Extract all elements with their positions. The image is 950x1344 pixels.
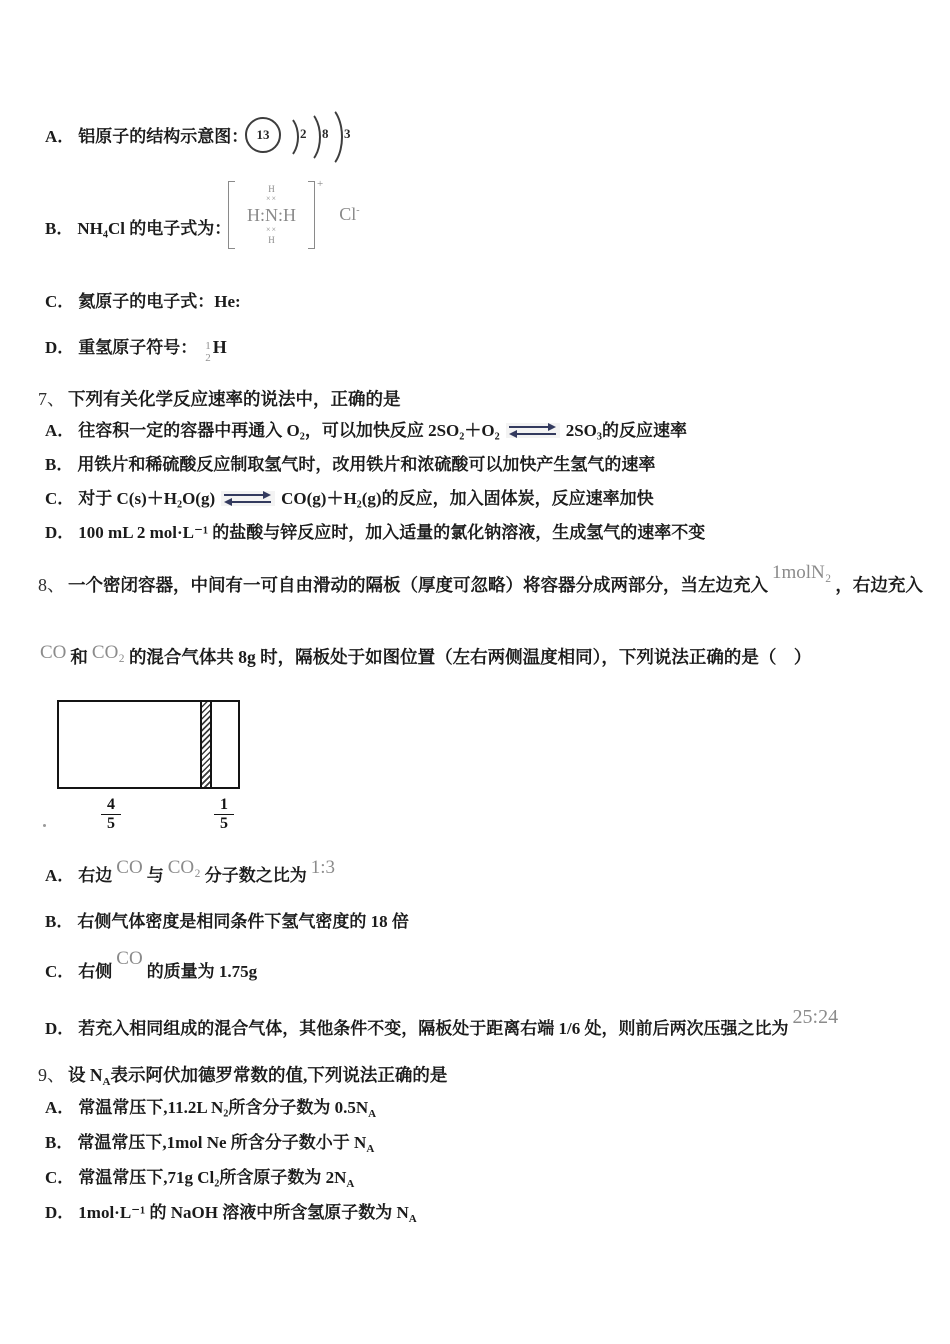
nucleus-circle: 13: [245, 117, 281, 153]
option-label: C．: [45, 1168, 75, 1187]
option-label: B．: [45, 219, 74, 238]
movable-partition-hatched: [200, 702, 212, 787]
avogadro-subscript: A: [346, 1178, 355, 1190]
equilibrium-arrow-icon: [221, 491, 275, 506]
electron-cross-pair: ××: [265, 225, 278, 235]
option-label: D．: [45, 523, 75, 542]
scan-artifact-dot: [43, 824, 46, 827]
option-label: C．: [45, 489, 75, 508]
q7-option-c: [45, 488, 654, 509]
q9-option-a: [45, 1097, 376, 1122]
co2-formula: CO₂: [167, 857, 201, 878]
co-formula: CO: [116, 948, 143, 969]
option-text: 2SO₃的反应速率: [565, 421, 687, 440]
option-text: 常温常压下,11.2L N₂所含分子数为 0.5N: [78, 1098, 369, 1117]
q7-option-b: [45, 454, 655, 475]
option-text: 铝原子的结构示意图：: [78, 127, 249, 146]
avogadro-subscript: A: [102, 1076, 111, 1088]
option-label: A．: [45, 421, 75, 440]
isotope-top-number: 1: [205, 340, 211, 352]
anion-charge: -: [356, 205, 360, 217]
bottom-hydrogen: H: [268, 234, 275, 245]
shell-electron-count: 8: [322, 126, 329, 141]
question-number: 9、: [38, 1065, 65, 1085]
option-text: 若充入相同组成的混合气体，其他条件不变，隔板处于距离右端 1/6 处，则前后两次压强之比为: [78, 1019, 789, 1038]
question-number: 8、: [38, 575, 65, 595]
question-8-stem-line2: [40, 642, 812, 670]
isotope-bottom-number: 2: [205, 351, 211, 364]
option-text: NH₄Cl 的电子式为：: [77, 219, 232, 238]
pressure-ratio-value: 25:24: [792, 1006, 839, 1028]
option-text: 右侧气体密度是相同条件下氢气密度的 18 倍: [77, 912, 409, 931]
option-label: C．: [45, 292, 75, 311]
nh4cl-electron-formula: [228, 178, 360, 249]
option-label: D．: [45, 1019, 75, 1038]
q8-option-c: [45, 948, 258, 984]
isotope-mass-numbers: [205, 341, 211, 364]
right-bracket: [308, 181, 315, 249]
n2-formula: 1molN₂: [772, 562, 832, 583]
q7-option-a: [45, 420, 687, 441]
stem-text: 一个密闭容器，中间有一可自由滑动的隔板（厚度可忽略）将容器分成两部分，当左边充入: [68, 575, 768, 595]
option-text: 用铁片和稀硫酸反应制取氢气时，改用铁片和浓硫酸可以加快产生氢气的速率: [77, 455, 656, 474]
fraction-denominator: 5: [214, 814, 234, 833]
stem-text: ，右边充入: [835, 575, 923, 595]
avogadro-subscript: A: [366, 1143, 375, 1155]
top-hydrogen: H: [268, 184, 275, 194]
option-label: B．: [45, 1133, 74, 1152]
equilibrium-arrow-icon: [506, 423, 560, 438]
question-7-stem: [38, 388, 401, 411]
fraction-numerator: 4: [107, 796, 115, 813]
option-text: 的质量为 1.75g: [146, 962, 258, 981]
option-label: A．: [45, 1098, 75, 1117]
option-text: 常温常压下,1mol Ne 所含分子数小于 N: [77, 1133, 367, 1152]
stem-text: 表示阿伏加德罗常数的值,下列说法正确的是: [110, 1065, 448, 1085]
right-volume-fraction: [214, 796, 234, 832]
co2-formula: CO₂: [91, 642, 125, 663]
option-text: 1mol·L⁻¹ 的 NaOH 溶液中所含氢原子数为 N: [78, 1203, 409, 1222]
h-n-h-row: H:N:H: [247, 204, 296, 225]
option-text: 右侧: [78, 962, 113, 981]
option-label: B．: [45, 912, 74, 931]
q7-option-d: [45, 522, 705, 543]
option-text: 100 mL 2 mol·L⁻¹ 的盐酸与锌反应时，加入适量的氯化钠溶液，生成氢气的速率不变: [78, 523, 706, 542]
option-label: A．: [45, 866, 75, 885]
question-number: 7、: [38, 389, 65, 409]
left-volume-fraction: [101, 796, 121, 832]
chloride-ion: [339, 204, 359, 225]
option-text: 右边: [78, 866, 113, 885]
stem-text: 和: [70, 647, 88, 667]
chloride-symbol: Cl: [339, 204, 357, 225]
stem-text: 的混合气体共 8g 时，隔板处于如图位置（左右两侧温度相同），下列说法正确的是（ ）: [128, 647, 812, 667]
q9-option-c: [45, 1167, 354, 1192]
ratio-value: 1:3: [310, 857, 335, 878]
q8-option-a: [45, 857, 339, 888]
q8-option-d: [45, 1006, 842, 1041]
shell-electron-count: 2: [300, 126, 307, 141]
gas-container-diagram: [57, 700, 240, 789]
atomic-structure-diagram: [243, 96, 365, 174]
electron-cross-pair: ××: [265, 193, 278, 203]
q6-option-a: [45, 126, 248, 147]
q6-option-d: [45, 336, 227, 368]
option-text: 对于 C(s)＋H₂O(g): [78, 489, 216, 508]
q9-option-d: [45, 1202, 417, 1227]
stem-text: 设 N: [68, 1065, 103, 1085]
option-text: CO(g)＋H₂(g)的反应，加入固体炭，反应速率加快: [281, 489, 654, 508]
option-text: 分子数之比为: [204, 866, 307, 885]
option-label: C．: [45, 962, 75, 981]
option-label: B．: [45, 455, 74, 474]
q9-option-b: [45, 1132, 374, 1157]
option-text: 常温常压下,71g Cl₂所含原子数为 2N: [78, 1168, 347, 1187]
cation-charge: +: [317, 178, 324, 190]
fraction-denominator: 5: [101, 814, 121, 833]
ammonium-ion-body: [235, 181, 308, 249]
question-9-stem: [38, 1064, 447, 1090]
stem-text: 下列有关化学反应速率的说法中，正确的是: [68, 389, 401, 409]
avogadro-subscript: A: [368, 1108, 377, 1120]
q6-option-b: [45, 218, 231, 239]
option-label: A．: [45, 127, 75, 146]
co-formula: CO: [40, 642, 67, 663]
q6-option-c: [45, 291, 241, 312]
q8-option-b: [45, 911, 409, 932]
option-text: 氦原子的电子式：He:: [78, 292, 241, 311]
question-8-stem-line1: [38, 562, 923, 598]
hydrogen-symbol: H: [212, 337, 227, 357]
left-bracket: [228, 181, 235, 249]
option-text: 往容积一定的容器中再通入 O₂，可以加快反应 2SO₂＋O₂: [78, 421, 500, 440]
fraction-numerator: 1: [220, 796, 228, 813]
avogadro-subscript: A: [408, 1213, 417, 1225]
option-text: 与: [146, 866, 164, 885]
shell-electron-count: 3: [344, 126, 351, 141]
option-text: 重氢原子符号：: [78, 338, 198, 357]
option-label: D．: [45, 338, 75, 357]
option-label: D．: [45, 1203, 75, 1222]
co-formula: CO: [116, 857, 143, 878]
